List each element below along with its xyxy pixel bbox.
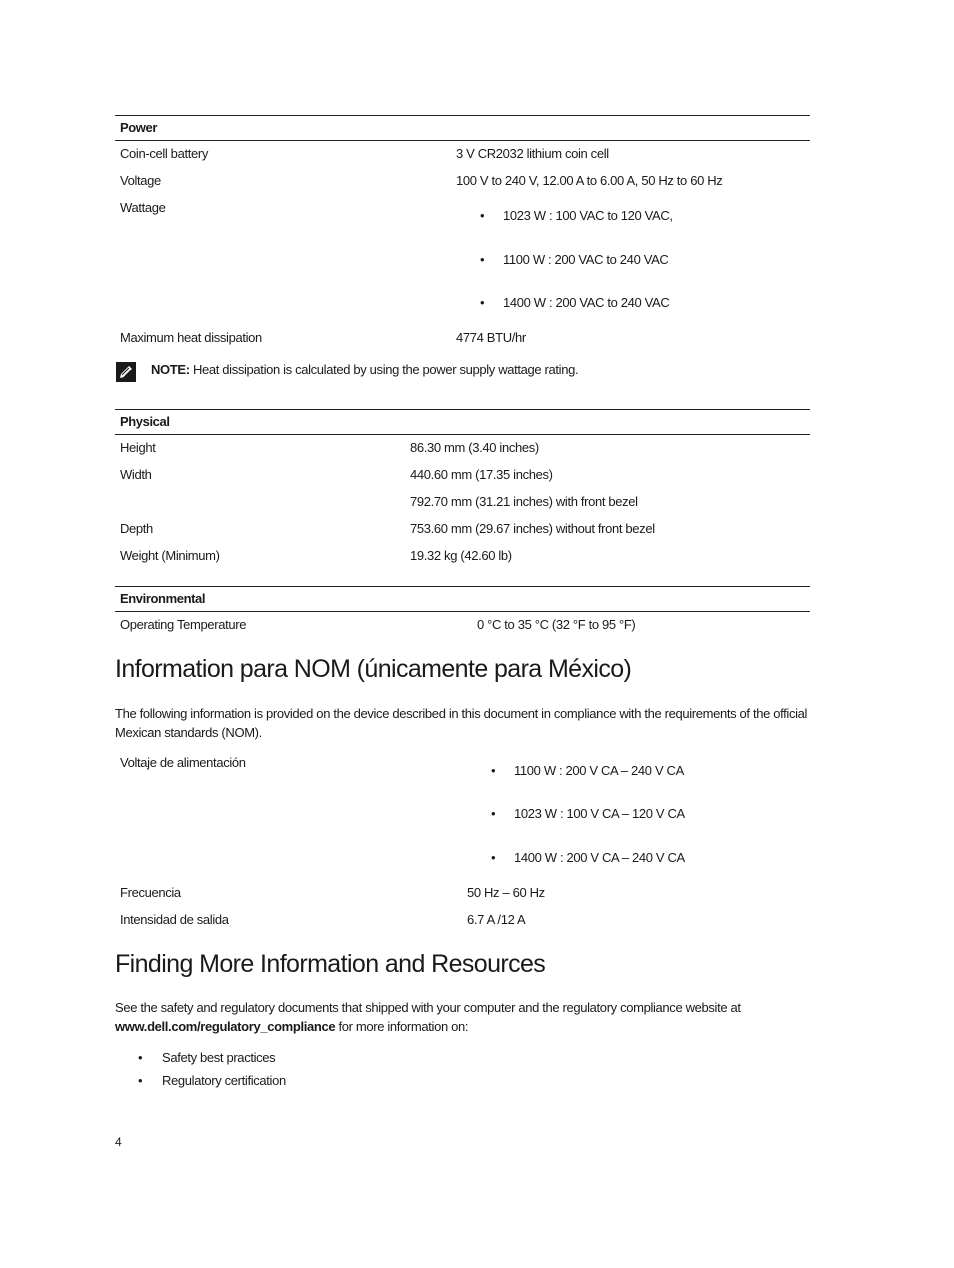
physical-table-header: Physical: [120, 414, 170, 429]
resources-list-item: Safety best practices: [162, 1050, 276, 1065]
physical-row-value: 753.60 mm (29.67 inches) without front bezel: [410, 521, 655, 536]
nom-section-title: Information para NOM (únicamente para México): [115, 655, 632, 683]
physical-row-label: Height: [120, 440, 156, 455]
nom-row-label: Intensidad de salida: [120, 912, 229, 927]
power-row-value: 3 V CR2032 lithium coin cell: [456, 146, 609, 161]
resources-intro-paragraph: [115, 998, 815, 1036]
nom-row-value: 50 Hz – 60 Hz: [467, 885, 545, 900]
physical-table-top-rule: [115, 409, 810, 410]
note-pencil-icon: [116, 362, 136, 382]
wattage-bullet-item: 1100 W : 200 VAC to 240 VAC: [503, 252, 669, 267]
nom-voltage-bullet-item: 1023 W : 100 V CA – 120 V CA: [514, 806, 685, 821]
bullet-glyph: •: [138, 1073, 143, 1088]
environmental-row-value: 0 °C to 35 °C (32 °F to 95 °F): [477, 617, 636, 632]
power-table-header-rule: [115, 140, 810, 141]
physical-row-value: 19.32 kg (42.60 lb): [410, 548, 512, 563]
bullet-glyph: •: [138, 1050, 143, 1065]
power-row-value: 100 V to 240 V, 12.00 A to 6.00 A, 50 Hz to 60 Hz: [456, 173, 723, 188]
nom-voltage-bullet-item: 1100 W : 200 V CA – 240 V CA: [514, 763, 684, 778]
physical-row-label: Weight (Minimum): [120, 548, 220, 563]
wattage-bullet-item: 1023 W : 100 VAC to 120 VAC,: [503, 208, 673, 223]
page-number: 4: [115, 1135, 122, 1149]
bullet-glyph: •: [480, 252, 485, 267]
power-row-label: Maximum heat dissipation: [120, 330, 262, 345]
power-table-top-rule: [115, 115, 810, 116]
environmental-table-header-rule: [115, 611, 810, 612]
power-row-value: 4774 BTU/hr: [456, 330, 526, 345]
power-row-label: Wattage: [120, 200, 166, 215]
regulatory-compliance-link[interactable]: www.dell.com/regulatory_compliance: [115, 1019, 336, 1034]
resources-list-item: Regulatory certification: [162, 1073, 286, 1088]
nom-voltage-bullet-item: 1400 W : 200 V CA – 240 V CA: [514, 850, 685, 865]
note-body: Heat dissipation is calculated by using the power supply wattage rating.: [189, 362, 579, 377]
physical-row-value: 440.60 mm (17.35 inches): [410, 467, 553, 482]
resources-section-title: Finding More Information and Resources: [115, 950, 546, 978]
bullet-glyph: •: [491, 763, 496, 778]
physical-row-value: 792.70 mm (31.21 inches) with front bezel: [410, 494, 638, 509]
note-text: [151, 362, 578, 377]
resources-intro-text: See the safety and regulatory documents that shipped with your computer and the regulatory compliance website at: [115, 1000, 741, 1015]
bullet-glyph: •: [491, 806, 496, 821]
power-row-label: Coin-cell battery: [120, 146, 208, 161]
bullet-glyph: •: [491, 850, 496, 865]
bullet-glyph: •: [480, 295, 485, 310]
physical-row-label: Depth: [120, 521, 153, 536]
resources-intro-text-end: for more information on:: [335, 1019, 469, 1034]
environmental-row-label: Operating Temperature: [120, 617, 247, 632]
nom-row-value: 6.7 A /12 A: [467, 912, 526, 927]
power-table-header: Power: [120, 120, 158, 135]
nom-row-label: Voltaje de alimentación: [120, 755, 246, 770]
physical-row-label: Width: [120, 467, 152, 482]
nom-intro-paragraph: The following information is provided on the device described in this document in compliance with the requirements of the official Mexican standards (NOM).: [115, 706, 808, 740]
bullet-glyph: •: [480, 208, 485, 223]
wattage-bullet-item: 1400 W : 200 VAC to 240 VAC: [503, 295, 670, 310]
environmental-table-top-rule: [115, 586, 810, 587]
physical-row-value: 86.30 mm (3.40 inches): [410, 440, 539, 455]
note-label: NOTE:: [151, 362, 190, 377]
environmental-table-header: Environmental: [120, 591, 206, 606]
power-row-label: Voltage: [120, 173, 161, 188]
physical-table-header-rule: [115, 434, 810, 435]
nom-row-label: Frecuencia: [120, 885, 181, 900]
